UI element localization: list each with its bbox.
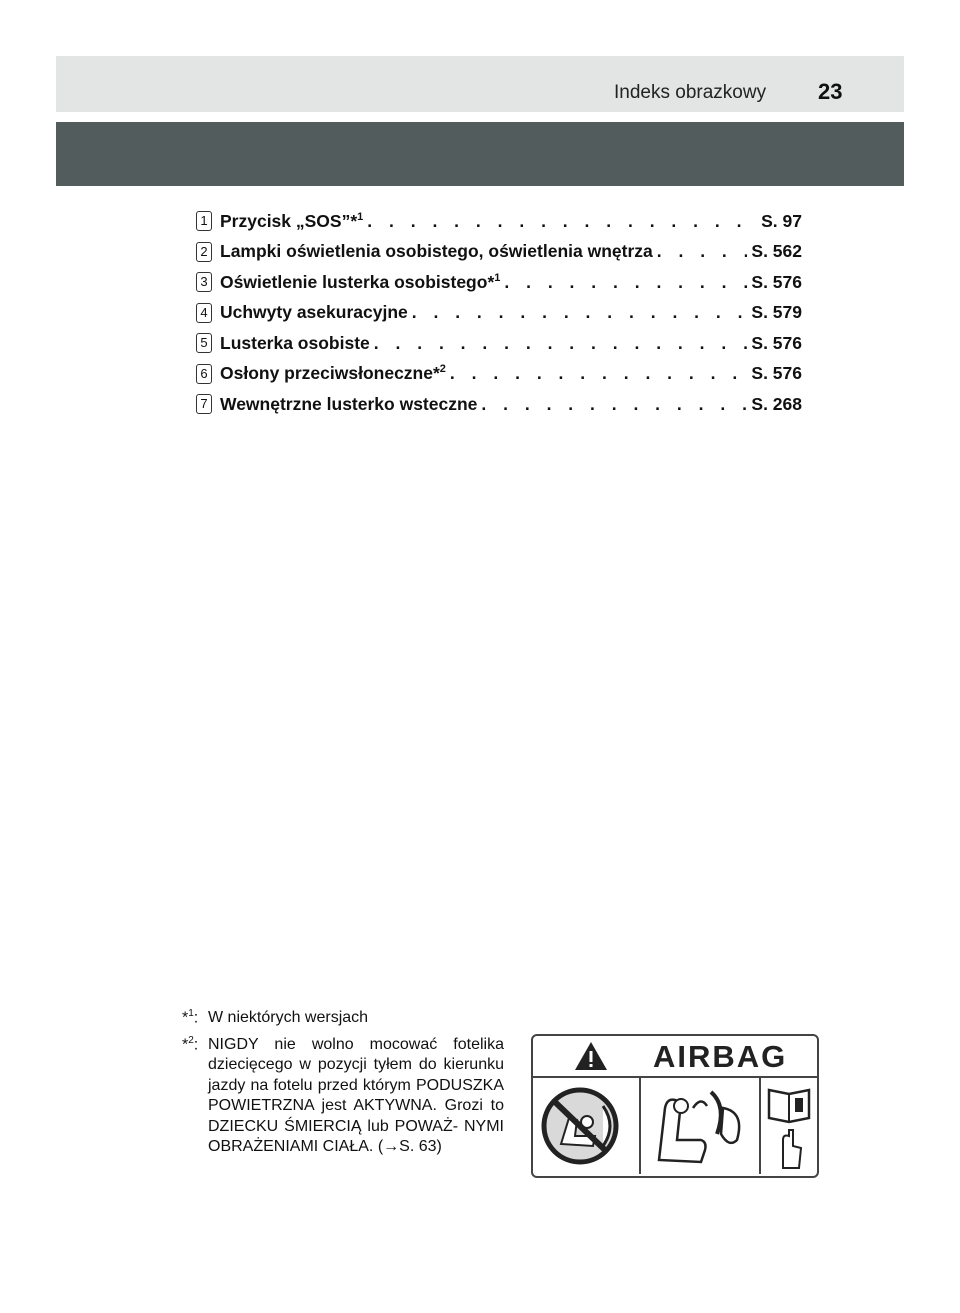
- no-rear-facing-child-seat-cell: [533, 1078, 641, 1174]
- item-label: Przycisk „SOS”*$^1$: [220, 210, 364, 231]
- leader-dots: [481, 394, 747, 415]
- read-manual-cell: [761, 1078, 817, 1174]
- footnote: [182, 1035, 504, 1158]
- item-page-ref[interactable]: S. 579: [751, 302, 802, 323]
- item-number-badge: 4: [196, 303, 212, 323]
- airbag-label-header: [533, 1036, 817, 1078]
- item-number-badge: 1: [196, 211, 212, 231]
- airbag-deploy-cell: [641, 1078, 761, 1174]
- footnote-mark: *$^2$:: [182, 1034, 199, 1053]
- index-item[interactable]: [196, 237, 802, 268]
- page-number: 23: [818, 79, 843, 104]
- item-label: Lampki oświetlenia osobistego, oświetlenia wnętrza: [220, 241, 653, 262]
- leader-dots: [657, 241, 748, 262]
- footnote-mark: *$^1$:: [182, 1008, 199, 1027]
- index-item[interactable]: [196, 267, 802, 298]
- item-label: Wewnętrzne lusterko wsteczne: [220, 393, 478, 414]
- item-label: Lusterka osobiste: [220, 332, 370, 353]
- item-page-ref[interactable]: S. 576: [751, 363, 802, 384]
- leader-dots: [367, 211, 757, 232]
- item-label: Osłony przeciwsłoneczne*$^2$: [220, 363, 446, 384]
- item-label: Oświetlenie lusterka osobistego*$^1$: [220, 271, 501, 292]
- index-item[interactable]: [196, 298, 802, 329]
- item-number-badge: 5: [196, 333, 212, 353]
- footnotes: [182, 1008, 504, 1164]
- item-number-badge: 3: [196, 272, 212, 292]
- airbag-word: AIRBAG: [653, 1039, 788, 1074]
- item-page-ref[interactable]: S. 97: [761, 210, 802, 231]
- leader-dots: [450, 363, 747, 384]
- leader-dots: [504, 272, 747, 293]
- airbag-deploy-icon: [641, 1078, 759, 1174]
- item-page-ref[interactable]: S. 576: [751, 271, 802, 292]
- leader-dots: [374, 333, 748, 354]
- item-number-badge: 6: [196, 364, 212, 384]
- leader-dots: [412, 302, 748, 323]
- item-page-ref[interactable]: S. 562: [751, 241, 802, 262]
- index-list: [196, 206, 802, 420]
- index-item[interactable]: [196, 206, 802, 237]
- item-number-badge: 7: [196, 394, 212, 414]
- airbag-warning-label: [531, 1034, 819, 1178]
- item-page-ref[interactable]: S. 576: [751, 332, 802, 353]
- footnote-text: W niektórych wersjach: [208, 1009, 369, 1026]
- index-item[interactable]: [196, 389, 802, 420]
- no-rear-facing-child-seat-icon: [533, 1078, 639, 1174]
- index-item[interactable]: [196, 328, 802, 359]
- item-number-badge: 2: [196, 242, 212, 262]
- index-item[interactable]: [196, 359, 802, 390]
- footnote-text: NIGDY nie wolno mocować fotelika dziecięcego w pozycji tyłem do kierunku jazdy na fotelu przed którym PODUSZKA POWIETRZNA jest AKTYWNA. Grozi to DZIECKU ŚMIERCIĄ lub POWAŻ- NYMI OBRAŻENIAMI CIAŁA. (→S. 63): [208, 1035, 504, 1155]
- section-band: [56, 122, 904, 186]
- warning-triangle-icon: [573, 1040, 609, 1072]
- footnote: [182, 1008, 504, 1029]
- header-bar: [56, 56, 904, 112]
- item-page-ref[interactable]: S. 268: [751, 393, 802, 414]
- item-label: Uchwyty asekuracyjne: [220, 302, 408, 323]
- read-manual-icon: [761, 1078, 817, 1174]
- page-header-title: Indeks obrazkowy: [614, 82, 767, 103]
